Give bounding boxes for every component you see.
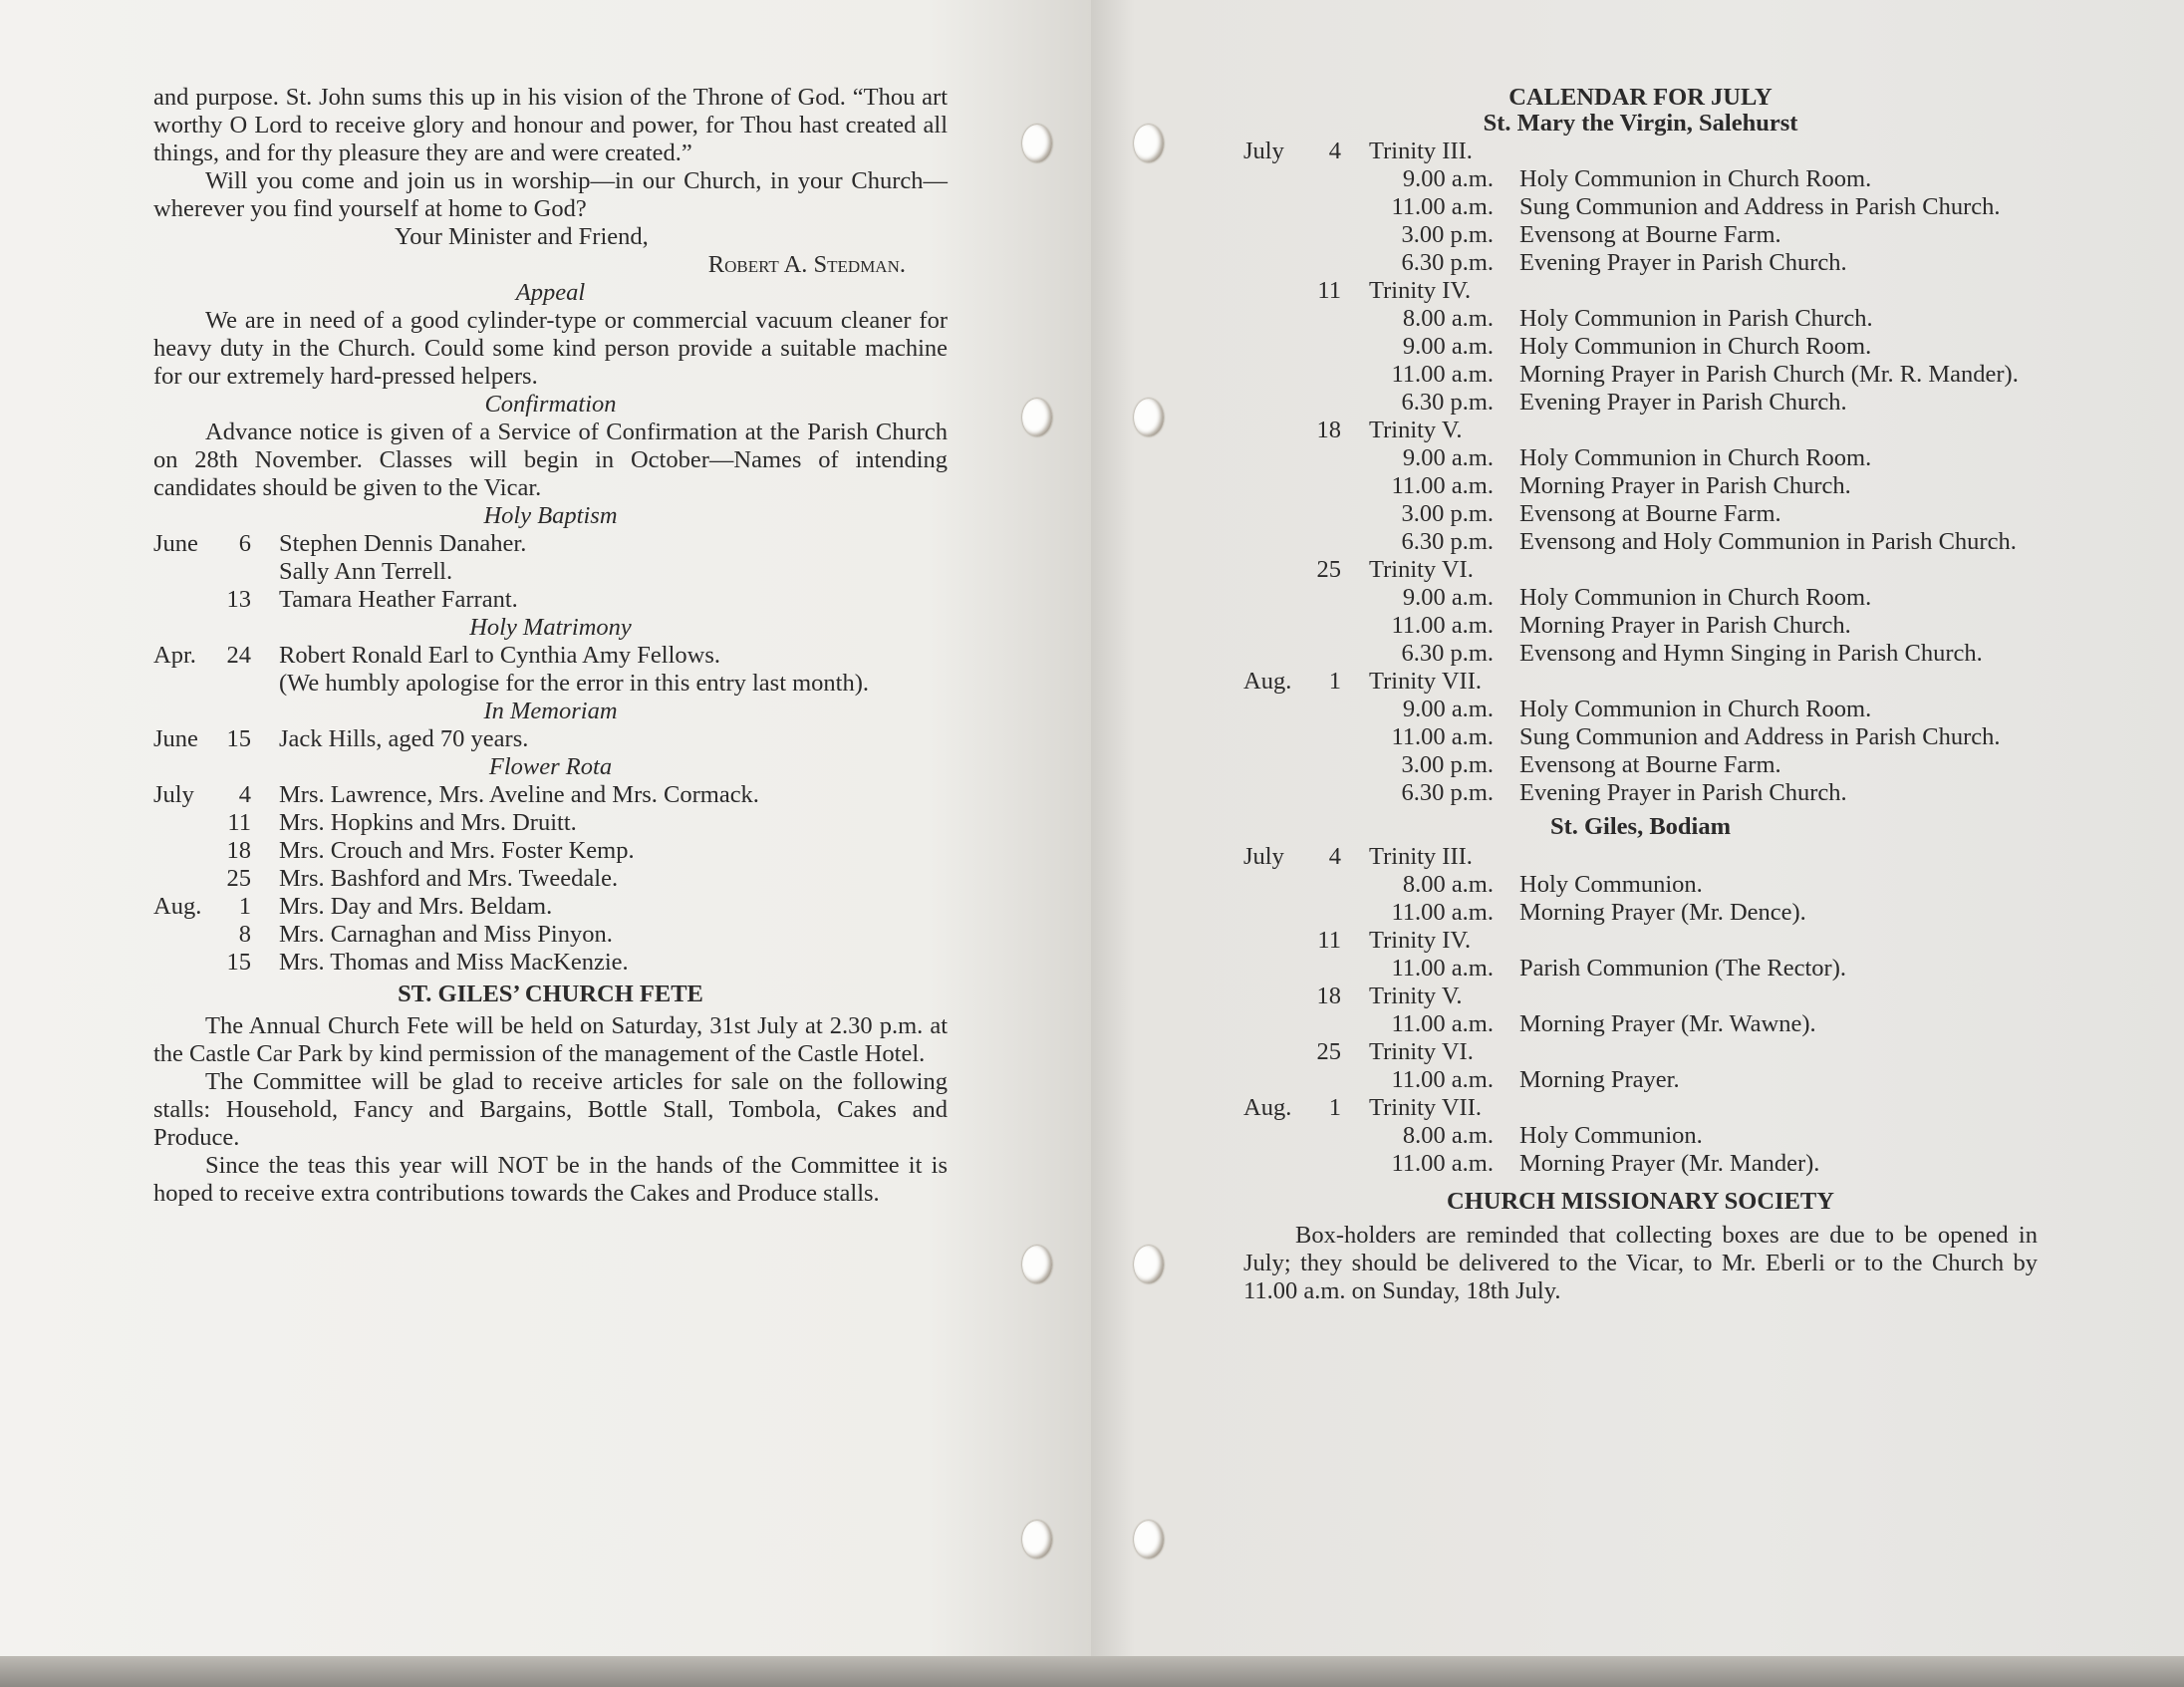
- service-description: Morning Prayer in Parish Church.: [1519, 472, 1851, 499]
- service-time: 8.00 a.m.: [1402, 305, 1494, 332]
- service-description: Evening Prayer in Parish Church.: [1519, 389, 1847, 416]
- confirmation-paragraph: Advance notice is given of a Service of Confirmation at the Parish Church on 28th November. Classes will begin in October—Names of intending candidates should be given to the Vicar.: [153, 419, 948, 501]
- sunday-day: 1: [1328, 668, 1341, 695]
- sunday-day: 25: [1316, 556, 1341, 583]
- service-time: 9.00 a.m.: [1402, 584, 1494, 611]
- confirmation-heading: Confirmation: [484, 391, 617, 418]
- sunday-month: [1243, 983, 1315, 1010]
- salehurst-calendar: [1243, 138, 2038, 807]
- entry-text: Jack Hills, aged 70 years.: [279, 725, 529, 752]
- punch-hole: [1134, 399, 1164, 436]
- sunday-label: Trinity III.: [1369, 843, 1473, 870]
- calendar-service-row: [1243, 444, 2038, 472]
- calendar-service-row: [1243, 871, 2038, 899]
- entry-month: [153, 558, 223, 586]
- service-description: Morning Prayer (Mr. Wawne).: [1519, 1010, 1816, 1037]
- entry-day: 11: [227, 809, 251, 836]
- signature-line: Your Minister and Friend,: [395, 223, 649, 250]
- flower-rota-heading: Flower Rota: [488, 753, 613, 780]
- flower-rota-list: [153, 781, 948, 977]
- service-description: Sung Communion and Address in Parish Church.: [1519, 193, 2001, 220]
- sunday-month: [1243, 417, 1315, 444]
- calendar-service-row: [1243, 221, 2038, 249]
- service-time: 3.00 p.m.: [1401, 500, 1494, 527]
- sunday-day: 18: [1316, 417, 1341, 443]
- punch-hole: [1022, 1521, 1052, 1558]
- calendar-service-row: [1243, 305, 2038, 333]
- signature-name: Robert A. Stedman.: [707, 251, 906, 278]
- service-time: 9.00 a.m.: [1402, 165, 1494, 192]
- service-description: Morning Prayer (Mr. Mander).: [1519, 1150, 1820, 1177]
- sunday-month: [1243, 1038, 1315, 1066]
- calendar-service-row: [1243, 165, 2038, 193]
- sunday-month: [1243, 927, 1315, 955]
- entry-day: 15: [226, 725, 251, 752]
- calendar-service-row: [1243, 640, 2038, 668]
- sunday-label: Trinity IV.: [1369, 927, 1472, 954]
- appeal-paragraph: We are in need of a good cylinder-type or commercial vacuum cleaner for heavy duty in the Church. Could some kind person provide a suitable machine for our extremely hard-pressed helpers.: [153, 307, 948, 390]
- service-time: 11.00 a.m.: [1391, 612, 1494, 639]
- calendar-service-row: [1243, 696, 2038, 723]
- entry-text: Mrs. Lawrence, Mrs. Aveline and Mrs. Cormack.: [279, 781, 759, 808]
- calendar-service-row: [1243, 899, 2038, 927]
- service-description: Evening Prayer in Parish Church.: [1519, 249, 1847, 276]
- service-description: Holy Communion in Church Room.: [1519, 584, 1872, 611]
- calendar-title: CALENDAR FOR JULY: [1508, 84, 1773, 111]
- sunday-month: July: [1243, 138, 1284, 164]
- sunday-label: Trinity III.: [1369, 138, 1473, 164]
- service-description: Holy Communion.: [1519, 1122, 1703, 1149]
- sunday-label: Trinity VI.: [1369, 556, 1474, 583]
- service-time: 8.00 a.m.: [1402, 871, 1494, 898]
- entry-month: Aug.: [153, 893, 202, 920]
- calendar-sunday-row: [1243, 138, 2038, 165]
- entry-month: [153, 837, 223, 865]
- service-time: 9.00 a.m.: [1402, 444, 1494, 471]
- calendar-sunday-row: [1243, 983, 2038, 1010]
- entry-day: 24: [226, 642, 251, 669]
- baptism-list: [153, 530, 948, 614]
- list-item: [153, 865, 948, 893]
- service-time: 11.00 a.m.: [1391, 955, 1494, 982]
- matrimony-heading: Holy Matrimony: [469, 614, 632, 641]
- service-time: 9.00 a.m.: [1402, 333, 1494, 360]
- calendar-sunday-row: [1243, 277, 2038, 305]
- calendar-service-row: [1243, 612, 2038, 640]
- left-column: [153, 84, 948, 1208]
- bodiam-heading: St. Giles, Bodiam: [1549, 813, 1732, 840]
- entry-text: Tamara Heather Farrant.: [279, 586, 518, 613]
- list-item: [153, 586, 948, 614]
- bodiam-calendar: [1243, 843, 2038, 1178]
- calendar-service-row: [1243, 193, 2038, 221]
- punch-hole: [1022, 1246, 1052, 1283]
- service-time: 3.00 p.m.: [1401, 751, 1494, 778]
- service-time: 9.00 a.m.: [1402, 696, 1494, 722]
- calendar-service-row: [1243, 472, 2038, 500]
- fete-paragraph: The Annual Church Fete will be held on Saturday, 31st July at 2.30 p.m. at the Castle Car Park by kind permission of the management of the Castle Hotel.: [153, 1012, 948, 1067]
- baptism-heading: Holy Baptism: [483, 502, 618, 529]
- service-time: 6.30 p.m.: [1401, 389, 1494, 416]
- entry-month: June: [153, 530, 198, 557]
- service-time: 11.00 a.m.: [1391, 899, 1494, 926]
- calendar-sunday-row: [1243, 1094, 2038, 1122]
- sunday-month: [1243, 556, 1315, 584]
- list-item: [153, 530, 948, 558]
- list-item: [153, 725, 948, 753]
- calendar-service-row: [1243, 751, 2038, 779]
- calendar-service-row: [1243, 500, 2038, 528]
- list-item: [153, 837, 948, 865]
- entry-month: July: [153, 781, 194, 808]
- service-description: Holy Communion in Church Room.: [1519, 696, 1872, 722]
- service-description: Morning Prayer (Mr. Dence).: [1519, 899, 1806, 926]
- sunday-label: Trinity VII.: [1369, 668, 1483, 695]
- entry-day: 1: [238, 893, 251, 920]
- entry-text: Mrs. Crouch and Mrs. Foster Kemp.: [279, 837, 635, 864]
- service-time: 6.30 p.m.: [1401, 528, 1494, 555]
- entry-month: [153, 921, 223, 949]
- invite-paragraph: Will you come and join us in worship—in our Church, in your Church—wherever you find yourself at home to God?: [153, 167, 948, 222]
- sunday-label: Trinity IV.: [1369, 277, 1472, 304]
- cms-heading: CHURCH MISSIONARY SOCIETY: [1447, 1188, 1834, 1215]
- entry-day: [223, 558, 251, 586]
- service-description: Evensong at Bourne Farm.: [1519, 500, 1781, 527]
- entry-month: [153, 670, 223, 698]
- sunday-month: Aug.: [1243, 668, 1292, 695]
- service-description: Holy Communion in Church Room.: [1519, 333, 1872, 360]
- calendar-service-row: [1243, 528, 2038, 556]
- entry-month: [153, 809, 223, 837]
- service-description: Holy Communion in Parish Church.: [1519, 305, 1873, 332]
- service-description: Sung Communion and Address in Parish Church.: [1519, 723, 2001, 750]
- sunday-label: Trinity V.: [1369, 417, 1463, 443]
- calendar-service-row: [1243, 1150, 2038, 1178]
- service-description: Morning Prayer in Parish Church.: [1519, 612, 1851, 639]
- fete-heading: ST. GILES’ CHURCH FETE: [398, 981, 703, 1007]
- sunday-day: 4: [1328, 843, 1341, 870]
- entry-text: Mrs. Carnaghan and Miss Pinyon.: [279, 921, 613, 948]
- sunday-day: 18: [1316, 983, 1341, 1009]
- service-description: Evening Prayer in Parish Church.: [1519, 779, 1847, 806]
- service-time: 6.30 p.m.: [1401, 640, 1494, 667]
- calendar-service-row: [1243, 723, 2038, 751]
- entry-text: Mrs. Thomas and Miss MacKenzie.: [279, 949, 629, 976]
- service-description: Evensong and Holy Communion in Parish Church.: [1519, 528, 2017, 555]
- list-item: [153, 670, 948, 698]
- calendar-sunday-row: [1243, 843, 2038, 871]
- sunday-month: July: [1243, 843, 1284, 870]
- punch-hole: [1134, 1246, 1164, 1283]
- service-time: 11.00 a.m.: [1391, 193, 1494, 220]
- entry-text: Sally Ann Terrell.: [279, 558, 453, 585]
- service-time: 6.30 p.m.: [1401, 779, 1494, 806]
- service-time: 6.30 p.m.: [1401, 249, 1494, 276]
- service-description: Evensong at Bourne Farm.: [1519, 221, 1781, 248]
- entry-text: Stephen Dennis Danaher.: [279, 530, 527, 557]
- service-time: 8.00 a.m.: [1402, 1122, 1494, 1149]
- punch-hole: [1022, 399, 1052, 436]
- calendar-sunday-row: [1243, 417, 2038, 444]
- intro-paragraph: and purpose. St. John sums this up in his vision of the Throne of God. “Thou art worthy O Lord to receive glory and honour and power, for Thou hast created all things, and for thy pleasure they are and were created.”: [153, 84, 948, 166]
- sunday-day: 25: [1316, 1038, 1341, 1065]
- calendar-service-row: [1243, 1122, 2038, 1150]
- service-time: 11.00 a.m.: [1391, 472, 1494, 499]
- calendar-service-row: [1243, 333, 2038, 361]
- entry-day: 25: [226, 865, 251, 892]
- entry-month: [153, 949, 223, 977]
- entry-text: Mrs. Bashford and Mrs. Tweedale.: [279, 865, 619, 892]
- calendar-service-row: [1243, 584, 2038, 612]
- entry-day: 18: [226, 837, 251, 864]
- service-description: Holy Communion in Church Room.: [1519, 165, 1872, 192]
- entry-text: Mrs. Day and Mrs. Beldam.: [279, 893, 553, 920]
- entry-day: 4: [238, 781, 251, 808]
- calendar-service-row: [1243, 249, 2038, 277]
- calendar-sunday-row: [1243, 927, 2038, 955]
- entry-day: 6: [238, 530, 251, 557]
- memoriam-heading: In Memoriam: [483, 698, 618, 724]
- salehurst-heading: St. Mary the Virgin, Salehurst: [1483, 110, 1798, 137]
- service-description: Morning Prayer.: [1519, 1066, 1680, 1093]
- page-bottom-edge: [0, 1656, 2184, 1687]
- entry-text: Robert Ronald Earl to Cynthia Amy Fellows.: [279, 642, 721, 669]
- entry-text: Mrs. Hopkins and Mrs. Druitt.: [279, 809, 577, 836]
- service-description: Morning Prayer in Parish Church (Mr. R. Mander).: [1519, 361, 2019, 388]
- sunday-day: 1: [1328, 1094, 1341, 1121]
- appeal-heading: Appeal: [515, 279, 586, 306]
- entry-day: 15: [226, 949, 251, 976]
- calendar-sunday-row: [1243, 1038, 2038, 1066]
- entry-text: (We humbly apologise for the error in this entry last month).: [279, 670, 870, 697]
- list-item: [153, 921, 948, 949]
- sunday-label: Trinity VI.: [1369, 1038, 1474, 1065]
- service-time: 11.00 a.m.: [1391, 361, 1494, 388]
- fete-paragraph: Since the teas this year will NOT be in the hands of the Committee it is hoped to receive extra contributions towards the Cakes and Produce stalls.: [153, 1152, 948, 1207]
- list-item: [153, 642, 948, 670]
- list-item: [153, 893, 948, 921]
- sunday-day: 11: [1317, 927, 1341, 954]
- calendar-service-row: [1243, 779, 2038, 807]
- entry-month: Apr.: [153, 642, 196, 669]
- punch-hole: [1134, 125, 1164, 162]
- calendar-service-row: [1243, 1010, 2038, 1038]
- sunday-label: Trinity VII.: [1369, 1094, 1483, 1121]
- service-description: Holy Communion in Church Room.: [1519, 444, 1872, 471]
- punch-hole: [1022, 125, 1052, 162]
- calendar-service-row: [1243, 1066, 2038, 1094]
- service-time: 11.00 a.m.: [1391, 1066, 1494, 1093]
- fete-paragraph: The Committee will be glad to receive articles for sale on the following stalls: Household, Fancy and Bargains, Bottle Stall, Tombola, Cakes and Produce.: [153, 1068, 948, 1151]
- list-item: [153, 558, 948, 586]
- service-description: Parish Communion (The Rector).: [1519, 955, 1846, 982]
- calendar-service-row: [1243, 361, 2038, 389]
- calendar-service-row: [1243, 389, 2038, 417]
- calendar-sunday-row: [1243, 556, 2038, 584]
- matrimony-list: [153, 642, 948, 698]
- sunday-day: 11: [1317, 277, 1341, 304]
- service-time: 3.00 p.m.: [1401, 221, 1494, 248]
- calendar-sunday-row: [1243, 668, 2038, 696]
- sunday-month: Aug.: [1243, 1094, 1292, 1121]
- service-description: Evensong and Hymn Singing in Parish Church.: [1519, 640, 1983, 667]
- cms-paragraph: Box-holders are reminded that collecting boxes are due to be opened in July; they should be delivered to the Vicar, to Mr. Eberli or to the Church by 11.00 a.m. on Sunday, 18th July.: [1243, 1222, 2038, 1304]
- memoriam-list: [153, 725, 948, 753]
- entry-day: [223, 670, 251, 698]
- service-description: Holy Communion.: [1519, 871, 1703, 898]
- calendar-service-row: [1243, 955, 2038, 983]
- list-item: [153, 809, 948, 837]
- list-item: [153, 949, 948, 977]
- sunday-month: [1243, 277, 1315, 305]
- entry-month: [153, 865, 223, 893]
- service-time: 11.00 a.m.: [1391, 1010, 1494, 1037]
- service-time: 11.00 a.m.: [1391, 1150, 1494, 1177]
- entry-day: 8: [238, 921, 251, 948]
- service-time: 11.00 a.m.: [1391, 723, 1494, 750]
- entry-month: June: [153, 725, 198, 752]
- sunday-day: 4: [1328, 138, 1341, 164]
- entry-month: [153, 586, 223, 614]
- sunday-label: Trinity V.: [1369, 983, 1463, 1009]
- punch-hole: [1134, 1521, 1164, 1558]
- entry-day: 13: [226, 586, 251, 613]
- service-description: Evensong at Bourne Farm.: [1519, 751, 1781, 778]
- list-item: [153, 781, 948, 809]
- right-column: [1243, 84, 2038, 1305]
